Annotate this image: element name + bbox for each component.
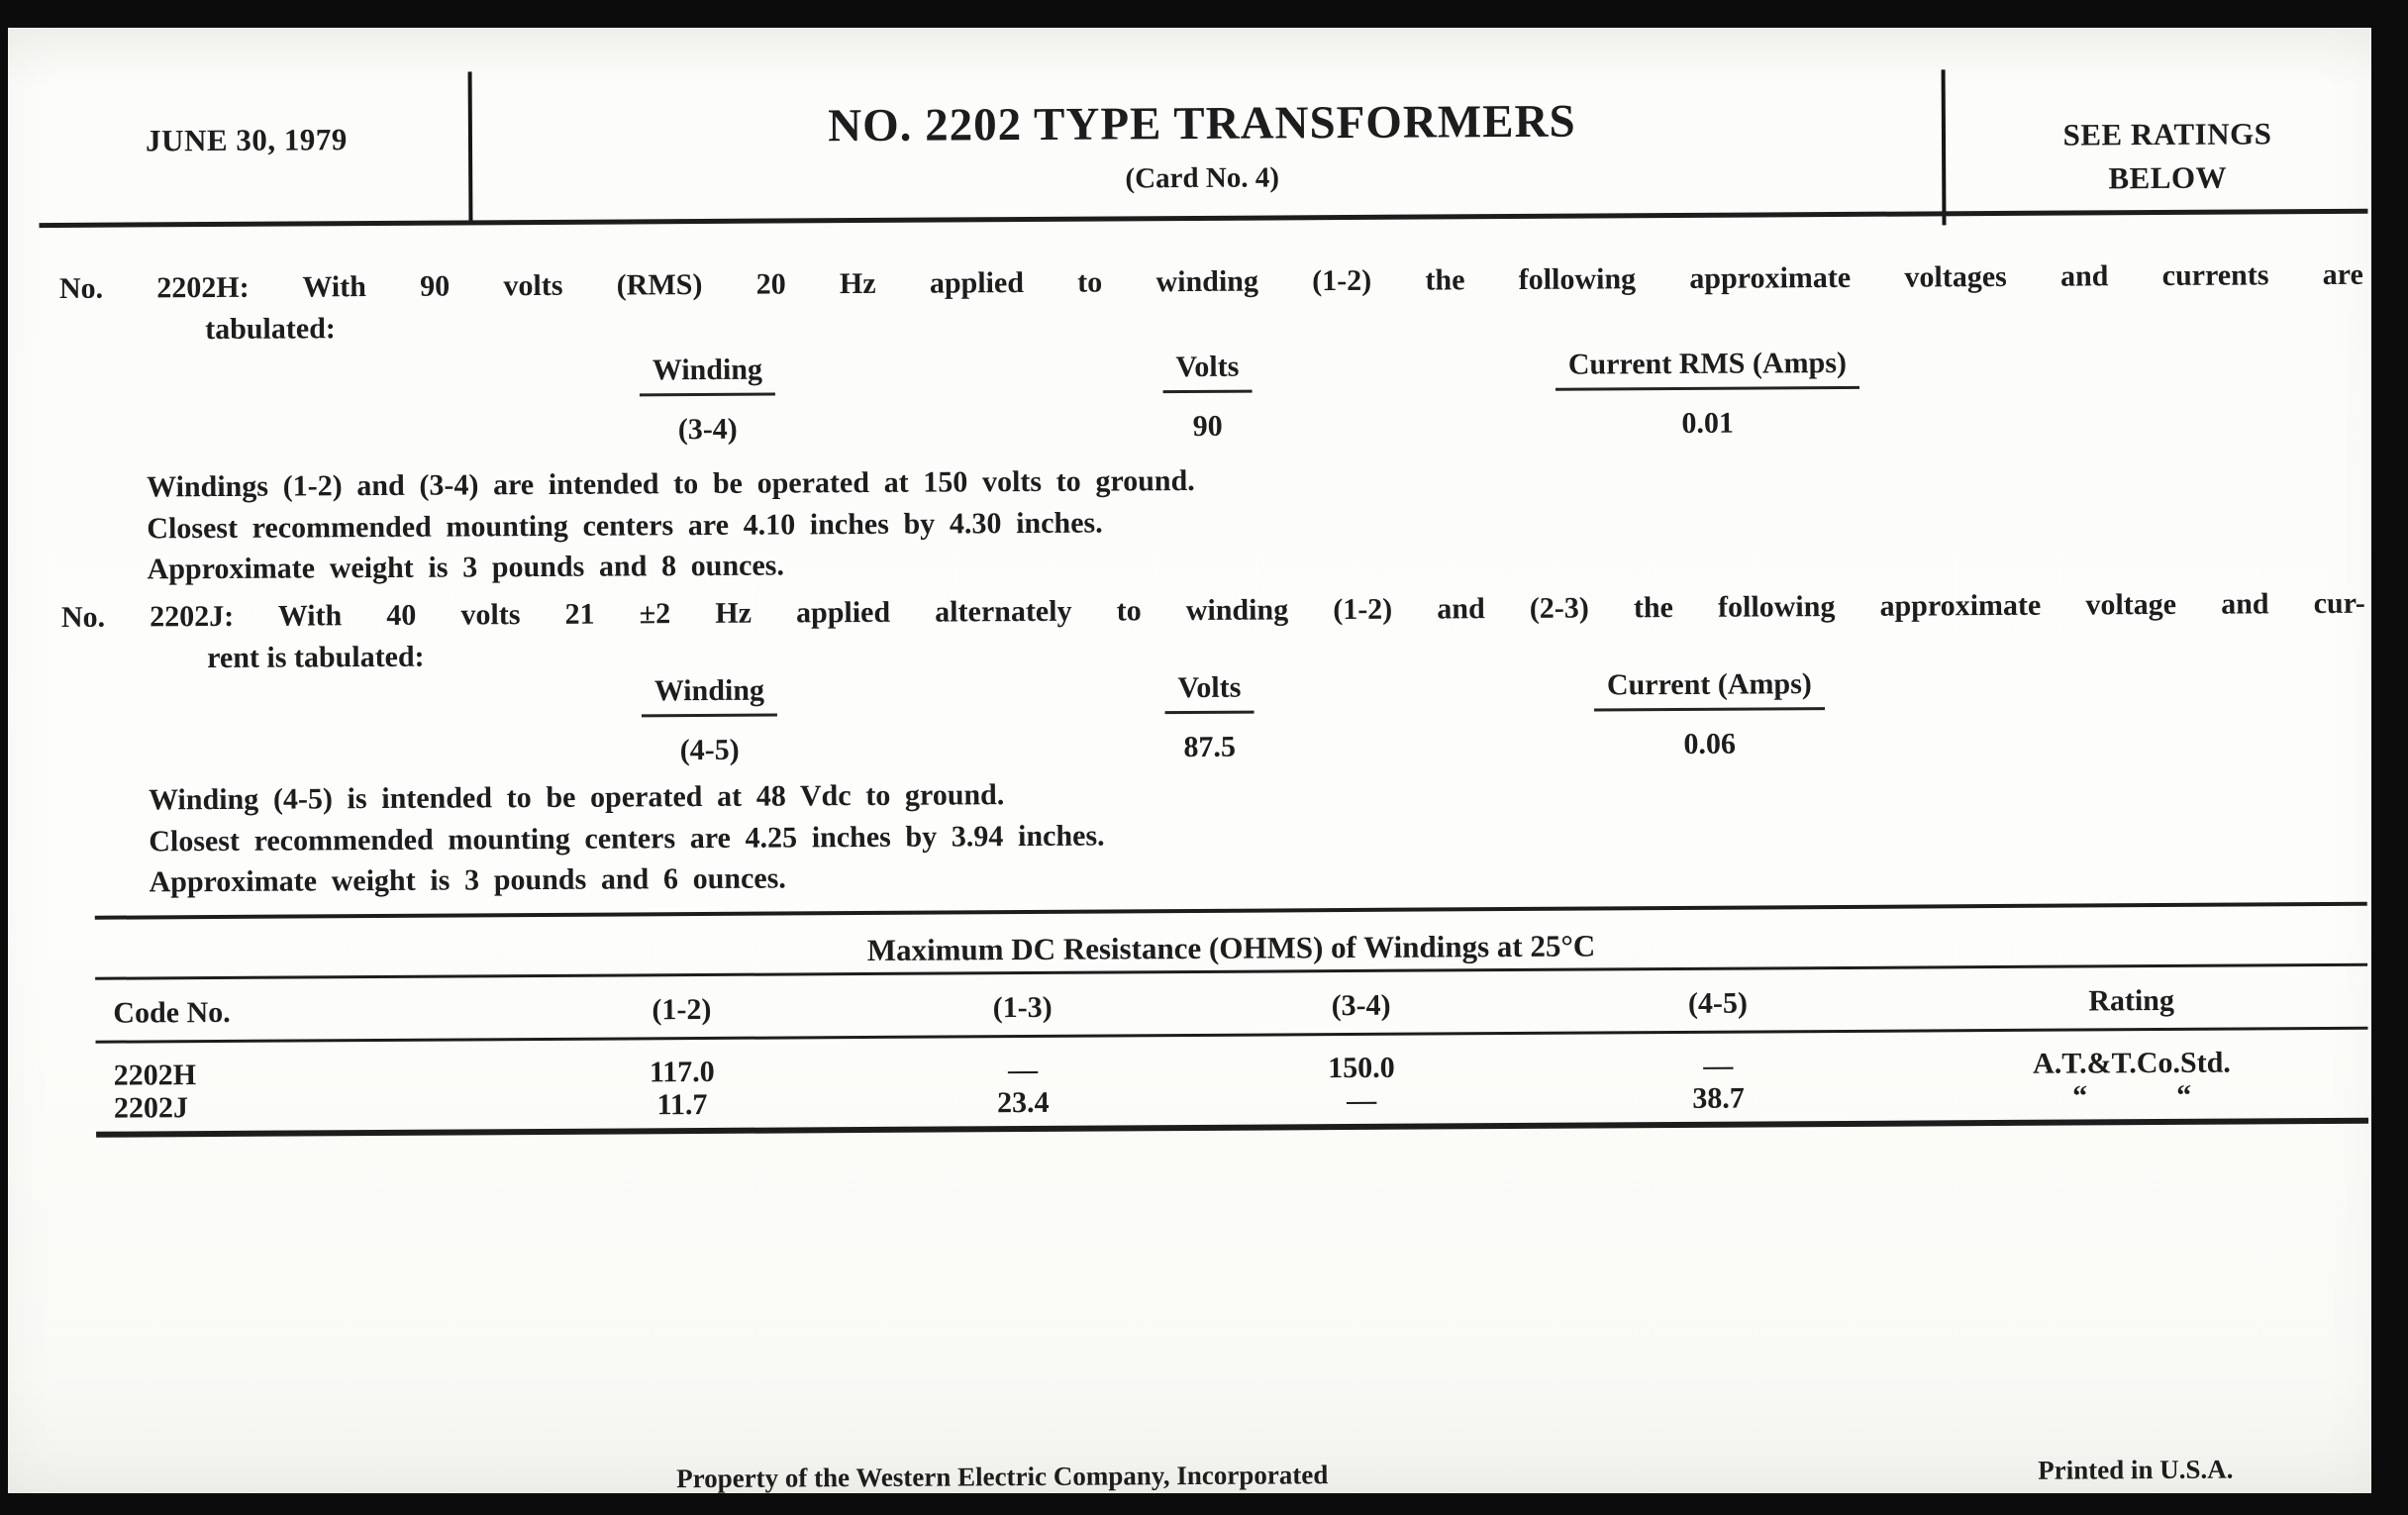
mini-table-column (1594, 667, 1826, 761)
cell: — (1007, 1053, 1039, 1087)
column-value: 90 (1192, 409, 1223, 443)
column-value: 0.06 (1683, 727, 1737, 760)
cell-code: 2202H (113, 1059, 197, 1092)
column-header: Volts (1164, 671, 1254, 715)
see-ratings-line2: BELOW (2108, 159, 2228, 196)
mini-table-column (640, 354, 776, 448)
paper-sheet (8, 28, 2371, 1493)
column-header: Winding (640, 354, 775, 397)
cell-code: 2202J (113, 1091, 189, 1125)
cell: 150.0 (1328, 1051, 1395, 1085)
card-number: (Card No. 4) (1125, 161, 1280, 195)
section-2202j-intro-cont: rent is tabulated: (207, 640, 425, 675)
footer-property-note: Property of the Western Electric Company, Incorporated (676, 1460, 1329, 1494)
note-line: Approximate weight is 3 pounds and 8 ounces. (147, 549, 785, 586)
table-rule-under-header (96, 1027, 2368, 1044)
table-rule-top (95, 902, 2367, 920)
header-cell: (3-4) (1331, 988, 1391, 1023)
cell: — (1703, 1049, 1734, 1082)
mini-table-column (642, 674, 778, 768)
column-value: 0.01 (1681, 406, 1735, 440)
issue-date: JUNE 30, 1979 (146, 122, 348, 158)
header-cell: (4-5) (1687, 986, 1749, 1020)
note-line: Closest recommended mounting centers are 4.10 inches by 4.30 inches. (147, 506, 1103, 546)
cell: 23.4 (996, 1085, 1050, 1120)
mini-table-column (1164, 671, 1254, 765)
column-value: (4-5) (679, 733, 740, 767)
cell: — (1347, 1083, 1377, 1118)
see-ratings-line1: SEE RATINGS (2062, 116, 2272, 152)
cell: 38.7 (1692, 1081, 1745, 1115)
printed-content (3, 21, 2375, 1501)
column-header: Current (Amps) (1594, 667, 1825, 711)
section-2202h-intro: No. 2202H: With 90 volts (RMS) 20 Hz applied to winding (1-2) the following approximate voltages and currents are (58, 257, 2363, 305)
column-value: (3-4) (677, 412, 738, 447)
note-line: Closest recommended mounting centers are 4.25 inches by 3.94 inches. (149, 819, 1105, 858)
mini-table-column (1555, 347, 1860, 442)
footer-printed-note: Printed in U.S.A. (2038, 1454, 2234, 1485)
section-2202j-intro: No. 2202J: With 40 volts 21 ±2 Hz applied alternately to winding (1-2) and (2-3) the following approximate voltage and cur- (60, 586, 2365, 634)
see-ratings-note (1969, 112, 2366, 201)
header-rule (39, 209, 2367, 228)
header-cell: Code No. (113, 995, 231, 1030)
section-2202h-intro-cont: tabulated: (205, 312, 336, 347)
cell: 11.7 (656, 1087, 708, 1122)
column-header: Current RMS (Amps) (1555, 347, 1859, 391)
header-cell: Rating (2088, 983, 2175, 1018)
cell: “ “ (2072, 1078, 2192, 1113)
note-line: Approximate weight is 3 pounds and 6 ounces. (149, 861, 786, 899)
mini-table-column (1162, 351, 1252, 445)
header-cell: (1-3) (992, 990, 1053, 1025)
note-line: Windings (1-2) and (3-4) are intended to be operated at 150 volts to ground. (147, 463, 1195, 504)
header-divider-right (1942, 69, 1947, 225)
note-line: Winding (4-5) is intended to be operated at 48 Vdc to ground. (148, 778, 1005, 817)
column-header: Winding (642, 674, 777, 718)
table-header-row (95, 983, 2367, 1031)
page-title: NO. 2202 TYPE TRANSFORMERS (828, 95, 1576, 152)
cell: 117.0 (649, 1055, 715, 1089)
column-header: Volts (1162, 351, 1252, 394)
resistance-table-title: Maximum DC Resistance (OHMS) of Windings at 25°C (866, 928, 1596, 967)
header-cell: (1-2) (652, 992, 712, 1027)
column-value: 87.5 (1183, 730, 1237, 764)
cell: A.T.&T.Co.Std. (2033, 1046, 2231, 1080)
